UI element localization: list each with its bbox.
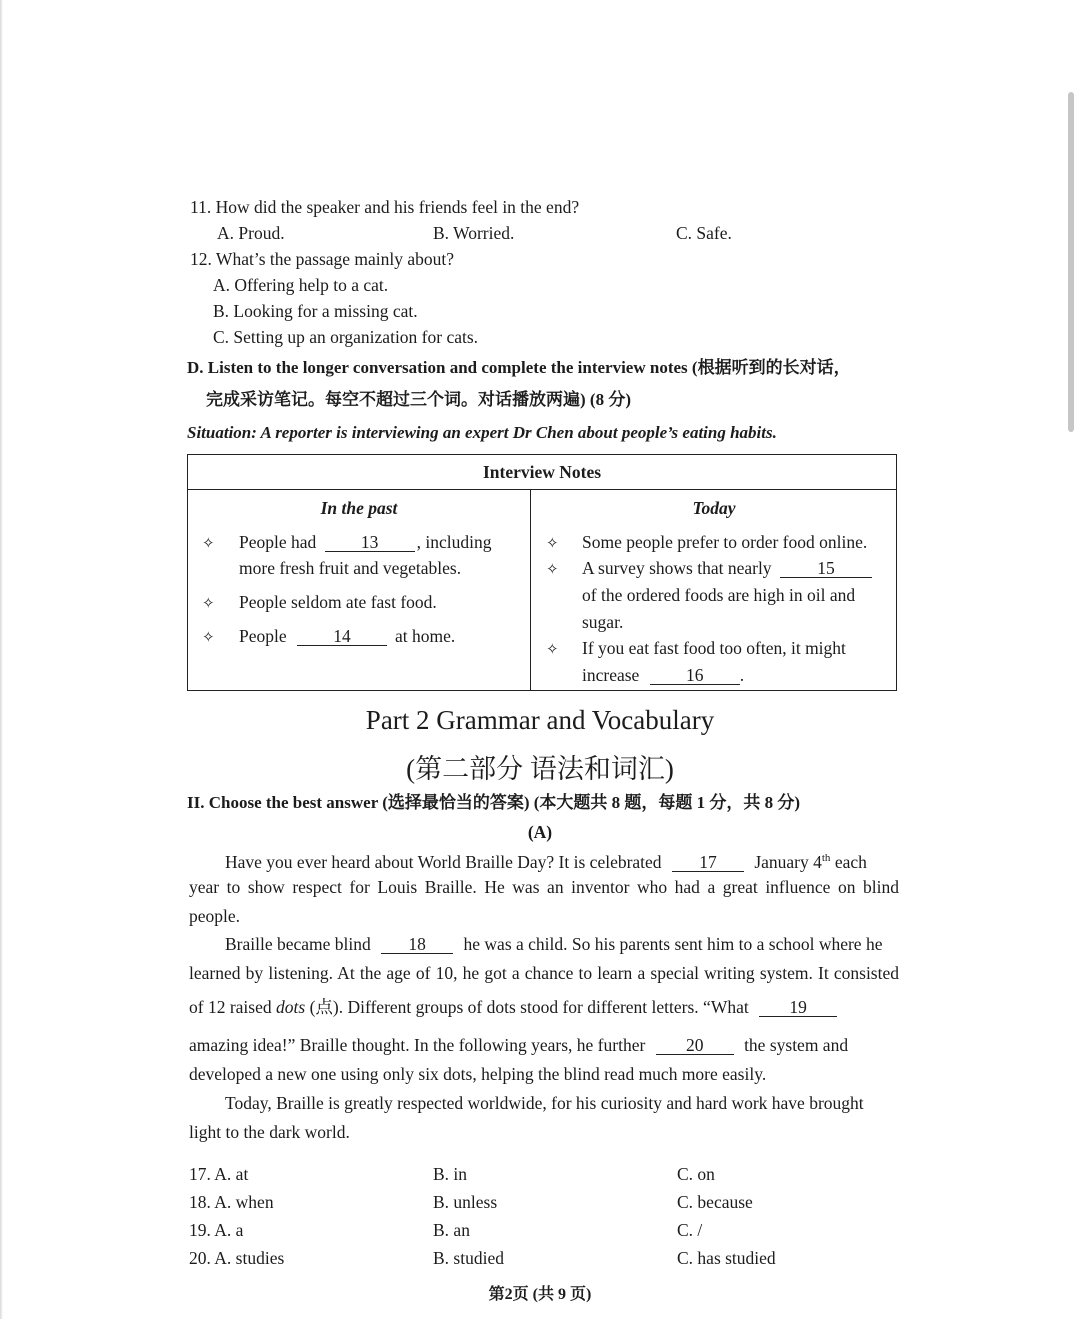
today-note-3-period: . bbox=[739, 665, 745, 685]
passage-line-7 bbox=[189, 1034, 899, 1056]
question-11-option-c: C. Safe. bbox=[676, 223, 732, 243]
option-18-a: 18. A. when bbox=[189, 1192, 274, 1212]
passage-line-10: light to the dark world. bbox=[189, 1122, 350, 1142]
section-d-instruction-line2: 完成采访笔记。每空不超过三个词。对话播放两遍) (8 分) bbox=[206, 390, 631, 409]
passage-text: January 4 bbox=[754, 851, 822, 872]
in-the-past-column bbox=[188, 490, 531, 691]
page-footer: 第2页 (共 9 页) bbox=[488, 1286, 592, 1303]
star-bullet-icon: ✧ bbox=[202, 534, 215, 552]
passage-line-8: developed a new one using only six dots, helping the blind read much more easily. bbox=[189, 1064, 767, 1084]
passage-line-1 bbox=[189, 847, 899, 873]
scrollbar-thumb[interactable] bbox=[1068, 92, 1074, 432]
blank-14: 14 bbox=[297, 627, 387, 646]
part2-subtitle: (第二部分 语法和词汇) bbox=[406, 754, 674, 784]
today-note-2-text: A survey shows that nearly bbox=[582, 558, 772, 578]
today-note-1: Some people prefer to order food online. bbox=[582, 532, 868, 552]
past-note-1 bbox=[239, 531, 492, 553]
today-note-3: If you eat fast food too often, it might bbox=[582, 638, 846, 658]
blank-19: 19 bbox=[759, 998, 837, 1017]
passage-text: the system and bbox=[744, 1035, 849, 1055]
star-bullet-icon: ✧ bbox=[546, 560, 559, 578]
question-12-option-c: C. Setting up an organization for cats. bbox=[213, 327, 479, 347]
passage-label: (A) bbox=[527, 822, 553, 842]
blank-13: 13 bbox=[325, 533, 415, 552]
passage-text: (点). Different groups of dots stood for different letters. “What bbox=[309, 997, 749, 1017]
passage-line-2: year to show respect for Louis Braille. He was an inventor who had a great influence on blind bbox=[189, 877, 899, 897]
situation-text: Situation: A reporter is interviewing an expert Dr Chen about people’s eating habits. bbox=[187, 423, 777, 442]
option-19-a: 19. A. a bbox=[189, 1220, 244, 1240]
today-note-2 bbox=[582, 557, 872, 579]
question-11-option-a: A. Proud. bbox=[217, 223, 285, 243]
past-note-3-text-end: at home. bbox=[395, 626, 456, 646]
today-header: Today bbox=[692, 498, 736, 518]
blank-18: 18 bbox=[381, 935, 453, 954]
interview-notes-title: Interview Notes bbox=[482, 461, 602, 482]
passage-line-5: learned by listening. At the age of 10, he got a chance to learn a special writing system. It consisted bbox=[189, 963, 899, 983]
question-12-stem: 12. What’s the passage mainly about? bbox=[190, 249, 455, 269]
option-19-b: B. an bbox=[433, 1220, 470, 1240]
option-17-a: 17. A. at bbox=[189, 1164, 249, 1184]
past-note-1-cont: more fresh fruit and vegetables. bbox=[239, 558, 462, 578]
past-note-1-text-end: , including bbox=[416, 532, 492, 552]
page-left-shadow bbox=[0, 0, 3, 1319]
passage-text: Braille became blind bbox=[225, 934, 371, 954]
interview-notes-title-cell bbox=[188, 455, 897, 490]
option-20-b: B. studied bbox=[433, 1248, 504, 1268]
option-17-c: C. on bbox=[677, 1164, 715, 1184]
option-20-c: C. has studied bbox=[677, 1248, 776, 1268]
past-note-1-text: People had bbox=[239, 532, 317, 552]
question-12-option-a: A. Offering help to a cat. bbox=[213, 275, 389, 295]
option-20-a: 20. A. studies bbox=[189, 1248, 285, 1268]
passage-text: he was a child. So his parents sent him to a school where he bbox=[463, 934, 883, 954]
star-bullet-icon: ✧ bbox=[546, 534, 559, 552]
passage-line-4 bbox=[189, 933, 899, 955]
option-19-c: C. / bbox=[677, 1220, 703, 1240]
star-bullet-icon: ✧ bbox=[202, 594, 215, 612]
today-column bbox=[531, 490, 897, 691]
today-note-3-text: increase bbox=[582, 665, 640, 685]
passage-text: of 12 raised bbox=[189, 997, 272, 1017]
interview-notes-table bbox=[187, 454, 897, 691]
passage-text: Today, Braille is greatly respected worldwide, for his curiosity and hard work have brought bbox=[225, 1093, 864, 1113]
section-ii-instruction: II. Choose the best answer (选择最恰当的答案) (本大题共 8 题，每题 1 分，共 8 分) bbox=[187, 793, 801, 812]
part2-title: Part 2 Grammar and Vocabulary bbox=[365, 705, 715, 735]
star-bullet-icon: ✧ bbox=[546, 640, 559, 658]
blank-15: 15 bbox=[780, 559, 872, 578]
past-note-3-text: People bbox=[239, 626, 287, 646]
superscript-th: th bbox=[821, 852, 831, 864]
passage-text: each bbox=[834, 851, 867, 872]
passage-text: Have you ever heard about World Braille Day? It is celebrated bbox=[225, 851, 662, 872]
blank-17: 17 bbox=[672, 853, 744, 872]
passage-line-6 bbox=[189, 996, 899, 1018]
in-the-past-header: In the past bbox=[320, 498, 398, 518]
today-note-3-cont bbox=[582, 664, 744, 686]
option-18-c: C. because bbox=[677, 1192, 753, 1212]
star-bullet-icon: ✧ bbox=[202, 628, 215, 646]
option-17-b: B. in bbox=[433, 1164, 468, 1184]
passage-italic-dots: dots bbox=[276, 997, 306, 1017]
passage-line-9 bbox=[189, 1092, 899, 1114]
blank-16: 16 bbox=[650, 666, 740, 685]
today-note-2-cont: of the ordered foods are high in oil and bbox=[582, 585, 856, 605]
passage-text: amazing idea!” Braille thought. In the following years, he further bbox=[189, 1035, 646, 1055]
past-note-2: People seldom ate fast food. bbox=[239, 592, 437, 612]
past-note-3 bbox=[239, 625, 455, 647]
question-12-option-b: B. Looking for a missing cat. bbox=[213, 301, 418, 321]
question-11-stem: 11. How did the speaker and his friends feel in the end? bbox=[190, 197, 580, 217]
passage-line-3: people. bbox=[189, 906, 241, 926]
blank-20: 20 bbox=[656, 1036, 734, 1055]
option-18-b: B. unless bbox=[433, 1192, 498, 1212]
section-d-instruction-line1: D. Listen to the longer conversation and complete the interview notes (根据听到的长对话， bbox=[187, 358, 851, 377]
today-note-2-cont2: sugar. bbox=[582, 612, 624, 632]
question-11-option-b: B. Worried. bbox=[433, 223, 515, 243]
